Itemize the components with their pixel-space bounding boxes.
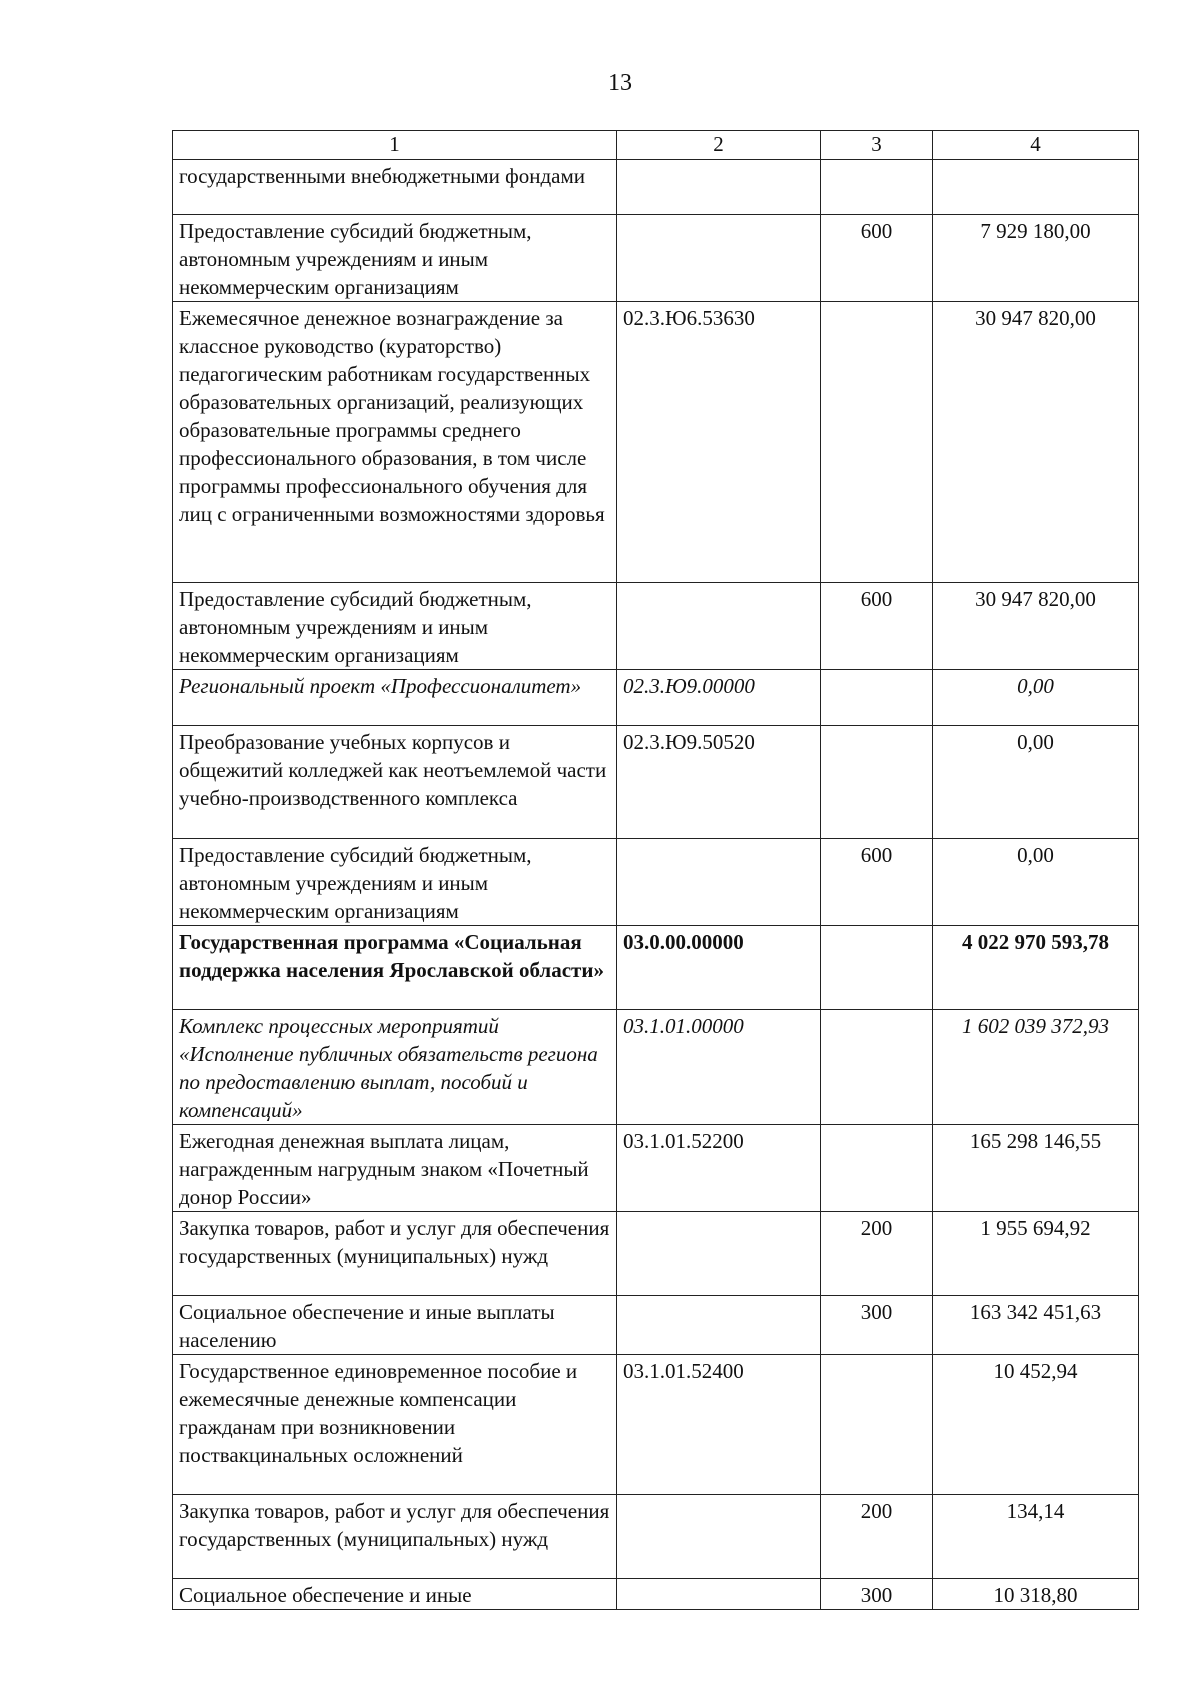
- item-code: [617, 839, 821, 926]
- item-code: 03.1.01.52200: [617, 1125, 821, 1212]
- item-name: Предоставление субсидий бюджетным, автономным учреждениям и иным некоммерческим организациям: [173, 215, 617, 302]
- table-row: [173, 1296, 1139, 1355]
- item-name: Государственная программа «Социальная поддержка населения Ярославской области»: [173, 926, 617, 1010]
- table-row: [173, 583, 1139, 670]
- expense-type: 200: [821, 1212, 933, 1296]
- item-code: [617, 1579, 821, 1610]
- item-name: Социальное обеспечение и иные: [173, 1579, 617, 1610]
- item-name: Закупка товаров, работ и услуг для обеспечения государственных (муниципальных) нужд: [173, 1495, 617, 1579]
- table-row: [173, 1355, 1139, 1495]
- amount: 0,00: [933, 670, 1139, 726]
- amount: 0,00: [933, 726, 1139, 839]
- expense-type: [821, 302, 933, 583]
- item-code: [617, 1296, 821, 1355]
- amount: 30 947 820,00: [933, 583, 1139, 670]
- table-row: [173, 302, 1139, 583]
- amount: 7 929 180,00: [933, 215, 1139, 302]
- amount: 0,00: [933, 839, 1139, 926]
- amount: 1 602 039 372,93: [933, 1010, 1139, 1125]
- item-name: Ежемесячное денежное вознаграждение за классное руководство (кураторство) педагогическим работникам государственных образовательных организаций, реализующих образовательные программы среднего профессионального образования, в том числе программы профессионального обучения для лиц с ограниченными возможностями здоровья: [173, 302, 617, 583]
- item-code: 03.0.00.00000: [617, 926, 821, 1010]
- table-row: [173, 1010, 1139, 1125]
- expense-type: [821, 726, 933, 839]
- item-code: [617, 583, 821, 670]
- item-code: 02.3.Ю6.53630: [617, 302, 821, 583]
- expense-type: [821, 1355, 933, 1495]
- item-code: [617, 1495, 821, 1579]
- table-row: [173, 926, 1139, 1010]
- item-name: Комплекс процессных мероприятий «Исполнение публичных обязательств региона по предоставлению выплат, пособий и компенсаций»: [173, 1010, 617, 1125]
- item-name: государственными внебюджетными фондами: [173, 160, 617, 215]
- expense-type: 600: [821, 839, 933, 926]
- amount: 1 955 694,92: [933, 1212, 1139, 1296]
- item-code: [617, 160, 821, 215]
- table-row: [173, 839, 1139, 926]
- expense-type: 300: [821, 1579, 933, 1610]
- table-header-row: [173, 131, 1139, 160]
- table-row: [173, 215, 1139, 302]
- table-row: [173, 160, 1139, 215]
- expense-type: 200: [821, 1495, 933, 1579]
- amount: [933, 160, 1139, 215]
- table-row: [173, 1495, 1139, 1579]
- amount: 165 298 146,55: [933, 1125, 1139, 1212]
- column-header: 4: [933, 131, 1139, 160]
- expense-type: [821, 1010, 933, 1125]
- expense-type: [821, 1125, 933, 1212]
- item-name: Ежегодная денежная выплата лицам, награжденным нагрудным знаком «Почетный донор России»: [173, 1125, 617, 1212]
- page-number: 13: [608, 70, 632, 96]
- item-code: 03.1.01.52400: [617, 1355, 821, 1495]
- table-row: [173, 1579, 1139, 1610]
- item-name: Преобразование учебных корпусов и общежитий колледжей как неотъемлемой части учебно-производственного комплекса: [173, 726, 617, 839]
- column-header: 1: [173, 131, 617, 160]
- item-name: Региональный проект «Профессионалитет»: [173, 670, 617, 726]
- item-name: Государственное единовременное пособие и ежемесячные денежные компенсации гражданам при возникновении поствакцинальных осложнений: [173, 1355, 617, 1495]
- table-row: [173, 1125, 1139, 1212]
- amount: 163 342 451,63: [933, 1296, 1139, 1355]
- expense-type: [821, 670, 933, 726]
- item-name: Предоставление субсидий бюджетным, автономным учреждениям и иным некоммерческим организациям: [173, 839, 617, 926]
- item-code: 02.3.Ю9.00000: [617, 670, 821, 726]
- amount: 10 318,80: [933, 1579, 1139, 1610]
- table-row: [173, 726, 1139, 839]
- item-code: [617, 215, 821, 302]
- amount: 30 947 820,00: [933, 302, 1139, 583]
- budget-table: [172, 130, 1139, 1610]
- item-name: Закупка товаров, работ и услуг для обеспечения государственных (муниципальных) нужд: [173, 1212, 617, 1296]
- expense-type: [821, 926, 933, 1010]
- item-code: [617, 1212, 821, 1296]
- column-header: 2: [617, 131, 821, 160]
- amount: 4 022 970 593,78: [933, 926, 1139, 1010]
- table-row: [173, 1212, 1139, 1296]
- table-row: [173, 670, 1139, 726]
- item-code: 03.1.01.00000: [617, 1010, 821, 1125]
- expense-type: 600: [821, 215, 933, 302]
- item-name: Социальное обеспечение и иные выплаты населению: [173, 1296, 617, 1355]
- amount: 134,14: [933, 1495, 1139, 1579]
- item-code: 02.3.Ю9.50520: [617, 726, 821, 839]
- item-name: Предоставление субсидий бюджетным, автономным учреждениям и иным некоммерческим организациям: [173, 583, 617, 670]
- expense-type: [821, 160, 933, 215]
- expense-type: 300: [821, 1296, 933, 1355]
- amount: 10 452,94: [933, 1355, 1139, 1495]
- column-header: 3: [821, 131, 933, 160]
- expense-type: 600: [821, 583, 933, 670]
